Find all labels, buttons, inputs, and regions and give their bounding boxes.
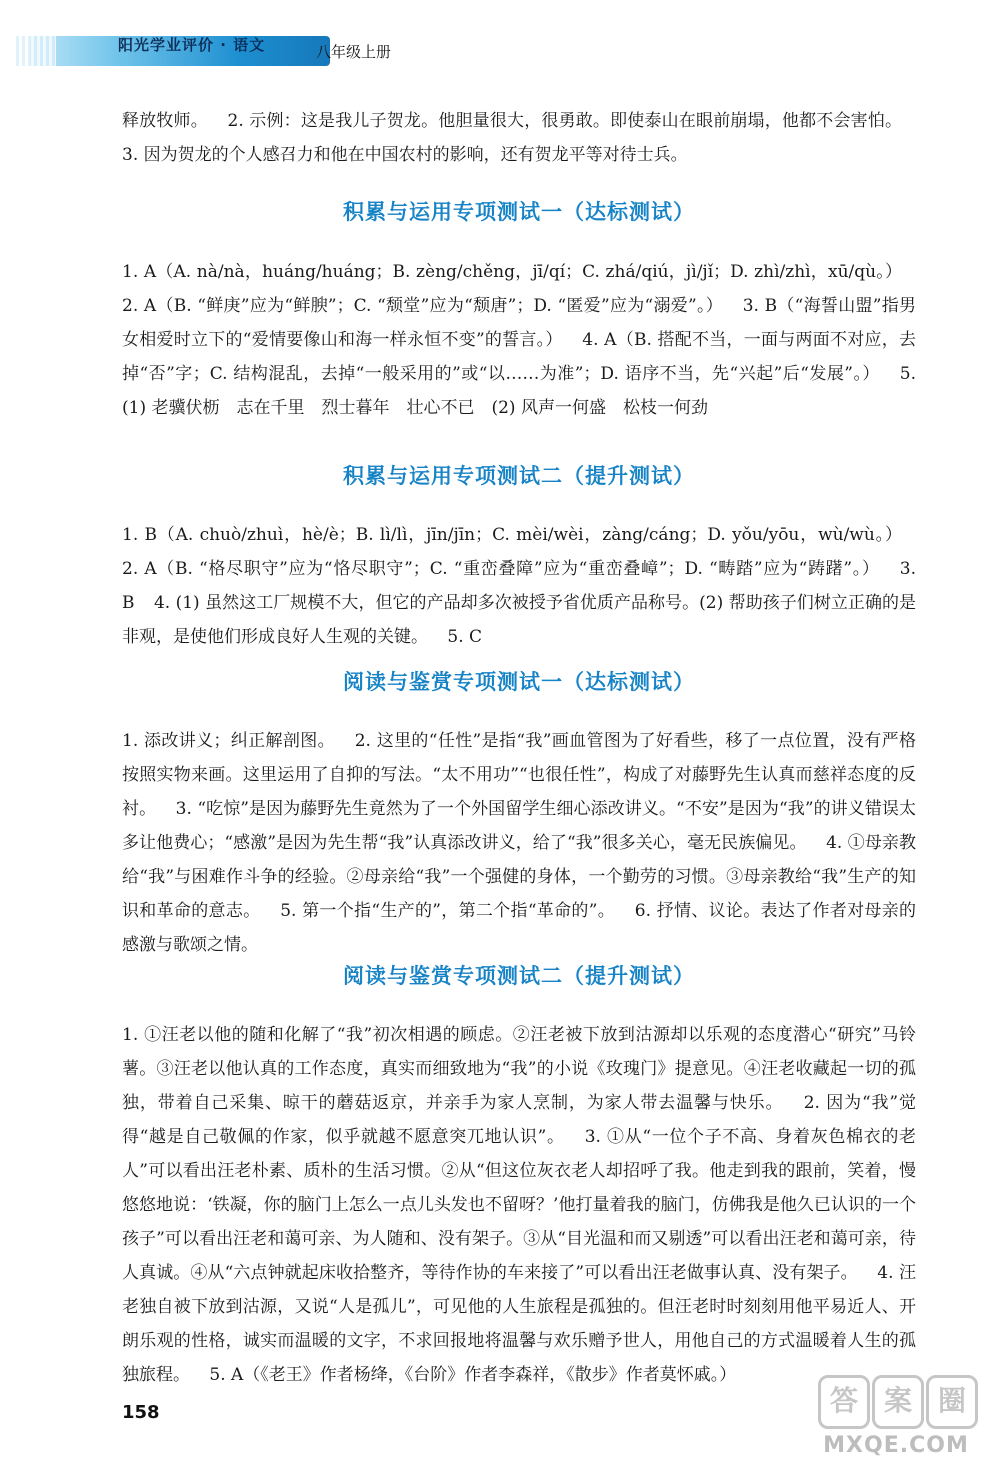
answer-item: 4. ①母亲教给“我”与困难作斗争的经验。②母亲给“我”一个强健的身体，一个勤劳的习惯。③母亲教给“我”生产的知识和革命的意志。	[122, 833, 917, 921]
section-body	[122, 1018, 916, 1392]
watermark	[810, 1375, 982, 1465]
intro-paragraph	[122, 104, 916, 172]
answer-item: 5. A（《老王》作者杨绛，《台阶》作者李森祥，《散步》作者莫怀戚。）	[209, 1365, 737, 1385]
answer-item: 2. A（B. “鲜庚”应为“鲜腴”；C. “颓堂”应为“颓唐”；D. “匿爱”应为“溺爱”。）	[122, 296, 724, 316]
answer-item: 6. 抒情、议论。表达了作者对母亲的感激与歌颂之情。	[122, 901, 917, 955]
answer-item: 4. (1) 虽然这工厂规模不大，但它的产品却多次被授予省优质产品称号。(2) 帮助孩子们树立正确的是非观，是使他们形成良好人生观的关键。	[122, 593, 917, 647]
answer-item: 3. ①从“一位个子不高、身着灰色棉衣的老人”可以看出汪老朴素、质朴的生活习惯。②从“但这位灰衣老人却招呼了我。他走到我的跟前，笑着，慢悠悠地说：‘铁凝，你的脑门上怎么一点儿头发也不留呀？’他打量着我的脑门，仿佛我是他久已认识的一个孩子”可以看出汪老和蔼可亲、为人随和、没有架子。③从“目光温和而又剔透”可以看出汪老和蔼可亲，待人真诚。④从“六点钟就起床收拾整齐，等待作协的车来接了”可以看出汪老做事认真、没有架子。	[122, 1127, 916, 1283]
section-body	[122, 724, 916, 962]
section-title: 积累与运用专项测试二（提升测试）	[343, 463, 695, 488]
answer-item: 1. 添改讲义；纠正解剖图。	[122, 731, 335, 751]
page-header	[0, 30, 1000, 74]
answer-item: 4. A（B. 搭配不当，一面与两面不对应，去掉“否”字；C. 结构混乱，去掉“一般采用的”或“以……为准”；D. 语序不当，先“兴起”后“发展”。）	[122, 330, 916, 384]
answer-item: 1. B（A. chuò/zhuì，hè/è；B. lì/lì，jīn/jīn；C. mèi/wèi，zàng/cáng；D. yǒu/yōu，wù/wù。）	[122, 525, 902, 545]
answer-item: 5. (1) 老骥伏枥 志在千里 烈士暮年 壮心不已 (2) 风声一何盛 松枝一何劲	[122, 364, 916, 418]
answer-item: 2. 这里的“任性”是指“我”画血管图为了好看些，移了一点位置，没有严格按照实物来画。这里运用了自抑的写法。“太不用功”“也很任性”，构成了对藤野先生认真而慈祥态度的反衬。	[122, 731, 916, 819]
watermark-url: MXQE.COM	[823, 1433, 969, 1458]
answer-item: 5. 第一个指“生产的”，第二个指“革命的”。	[280, 901, 616, 921]
answer-item: 2. 因为“我”觉得“越是自己敬佩的作家，似乎就越不愿意突兀地认识”。	[122, 1093, 917, 1147]
watermark-char: 案	[872, 1375, 924, 1429]
answer-item: 4. 汪老独自被下放到沽源，又说“人是孤儿”，可见他的人生旅程是孤独的。但汪老时时刻刻用他平易近人、开朗乐观的性格，诚实而温暖的文字，不求回报地将温馨与欢乐赠予世人，用他自己的方式温暖着人生的孤独旅程。	[122, 1263, 917, 1385]
section-body	[122, 255, 916, 425]
section-title: 阅读与鉴赏专项测试一（达标测试）	[343, 669, 695, 694]
section-body	[122, 518, 916, 654]
answer-item: 2. A（B. “格尽职守”应为“恪尽职守”；C. “重峦叠障”应为“重峦叠嶂”；D. “畴踏”应为“踌躇”。）	[122, 559, 880, 579]
answer-item: 1. A（A. nà/nà，huáng/huáng；B. zèng/chěng，jī/qí；C. zhá/qiú，jì/jǐ；D. zhì/zhì，xū/qù。）	[122, 262, 902, 282]
section-title: 阅读与鉴赏专项测试二（提升测试）	[343, 963, 695, 988]
watermark-char: 圈	[926, 1375, 978, 1429]
grade-label: 八年级上册	[316, 43, 392, 61]
series-title: 阳光学业评价 · 语文	[118, 36, 266, 54]
answer-item: 3. B（“海誓山盟”指男女相爱时立下的“爱情要像山和海一样永恒不变”的誓言。）	[122, 296, 917, 350]
answer-item: 3. B	[122, 559, 917, 613]
answer-item: 3. “吃惊”是因为藤野先生竟然为了一个外国留学生细心添改讲义。“不安”是因为“我”的讲义错误太多让他费心；“感激”是因为先生帮“我”认真添改讲义，给了“我”很多关心，毫无民族偏见。	[122, 799, 916, 853]
answer-item: 5. C	[447, 627, 483, 647]
answer-item: 2. 示例：这是我儿子贺龙。他胆量很大，很勇敢。即使泰山在眼前崩塌，他都不会害怕。	[227, 111, 903, 131]
answer-item: 1. ①汪老以他的随和化解了“我”初次相遇的顾虑。②汪老被下放到沽源却以乐观的态度潜心“研究”马铃薯。③汪老以他认真的工作态度，真实而细致地为“我”的小说《玫瑰门》提意见。④汪老收藏起一切的孤独，带着自己采集、晾干的蘑菇返京，并亲手为家人烹制，为家人带去温馨与快乐。	[122, 1025, 916, 1113]
watermark-char: 答	[818, 1375, 870, 1429]
answer-item: 释放牧师。	[122, 111, 208, 131]
section-title: 积累与运用专项测试一（达标测试）	[343, 199, 695, 224]
page-number: 158	[122, 1402, 160, 1423]
answer-item: 3. 因为贺龙的个人感召力和他在中国农村的影响，还有贺龙平等对待士兵。	[122, 145, 688, 165]
